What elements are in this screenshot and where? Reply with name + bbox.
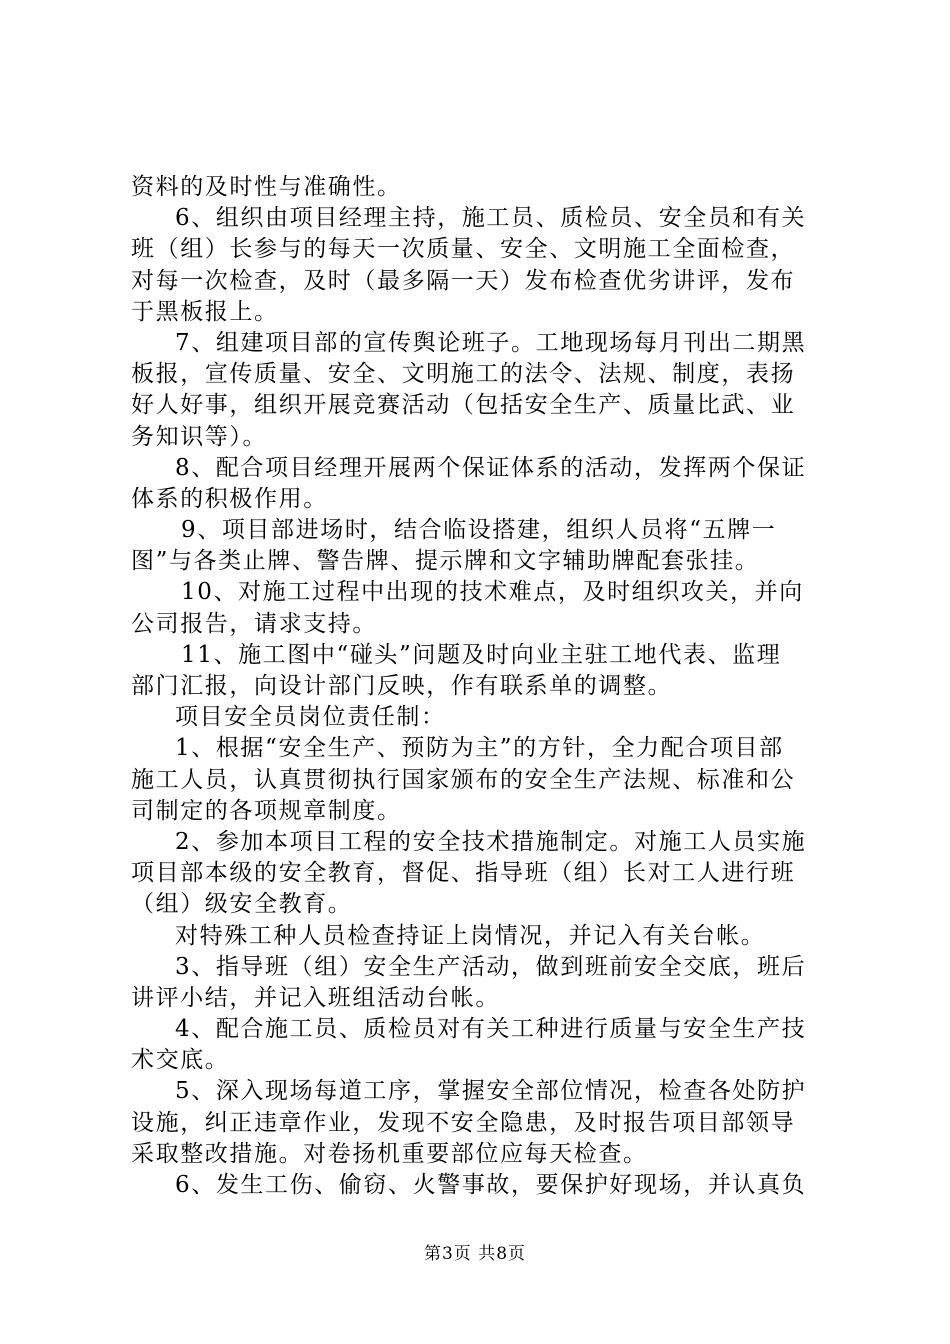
document-body [131, 172, 831, 1201]
text-line: 2、参加本项目工程的安全技术措施制定。对施工人员实施 [175, 828, 807, 855]
text-line: 于黑板报上。 [131, 298, 279, 325]
text-line: 部门汇报，向设计部门反映，作有联系单的调整。 [131, 673, 673, 699]
text-line: 公司报告，请求支持。 [131, 610, 377, 637]
text-line: 术交底。 [131, 1047, 230, 1074]
text-line: 7、组建项目部的宣传舆论班子。工地现场每月刊出二期黑 [175, 329, 807, 356]
text-line: 6、组织由项目经理主持，施工员、质检员、安全员和有关 [175, 205, 807, 232]
text-line: 4、配合施工员、质检员对有关工种进行质量与安全生产技 [175, 1016, 807, 1043]
text-line: 3、指导班（组）安全生产活动，做到班前安全交底，班后 [175, 953, 807, 980]
section-heading: 项目安全员岗位责任制： [175, 704, 446, 731]
text-line: 讲评小结，并记入班组活动台帐。 [131, 984, 500, 1011]
text-line: 11、施工图中“碰头”问题及时向业主驻工地代表、监理 [181, 641, 782, 668]
text-line: 资料的及时性与准确性。 [131, 174, 402, 200]
text-line: 设施，纠正违章作业，发现不安全隐患，及时报告项目部领导 [131, 1109, 796, 1136]
text-line: 务知识等）。 [131, 423, 268, 450]
text-line: 对每一次检查，及时（最多隔一天）发布检查优劣讲评，发布 [131, 267, 796, 294]
text-line: 好人好事，组织开展竞赛活动（包括安全生产、质量比武、业 [131, 392, 796, 419]
text-line: 体系的积极作用。 [131, 485, 328, 512]
text-line: 对特殊工种人员检查持证上岗情况，并记入有关台帐。 [175, 922, 766, 949]
text-line: （组）级安全教育。 [131, 891, 353, 918]
text-line: 班（组）长参与的每天一次质量、安全、文明施工全面检查， [131, 236, 796, 263]
text-line: 司制定的各项规章制度。 [131, 797, 402, 824]
text-line: 板报，宣传质量、安全、文明施工的法令、法规、制度，表扬 [131, 361, 796, 388]
text-line: 图”与各类止牌、警告牌、提示牌和文字辅助牌配套张挂。 [131, 548, 760, 575]
text-line: 1、根据“安全生产、预防为主”的方针，全力配合项目部 [175, 735, 784, 762]
text-line: 6、发生工伤、偷窃、火警事故，要保护好现场，并认真负 [175, 1172, 807, 1198]
text-line: 5、深入现场每道工序，掌握安全部位情况，检查各处防护 [175, 1078, 807, 1105]
text-line: 8、配合项目经理开展两个保证体系的活动，发挥两个保证 [175, 454, 807, 481]
text-line: 项目部本级的安全教育，督促、指导班（组）长对工人进行班 [131, 860, 796, 887]
text-line: 9、项目部进场时，结合临设搭建，组织人员将“五牌一 [181, 517, 777, 544]
text-line: 采取整改措施。对卷扬机重要部位应每天检查。 [131, 1140, 648, 1167]
text-line: 10、对施工过程中出现的技术难点，及时组织攻关，并向 [181, 579, 804, 606]
text-line: 施工人员，认真贯彻执行国家颁布的安全生产法规、标准和公 [131, 766, 796, 793]
page-number: 第3页 共8页 [423, 1244, 527, 1264]
